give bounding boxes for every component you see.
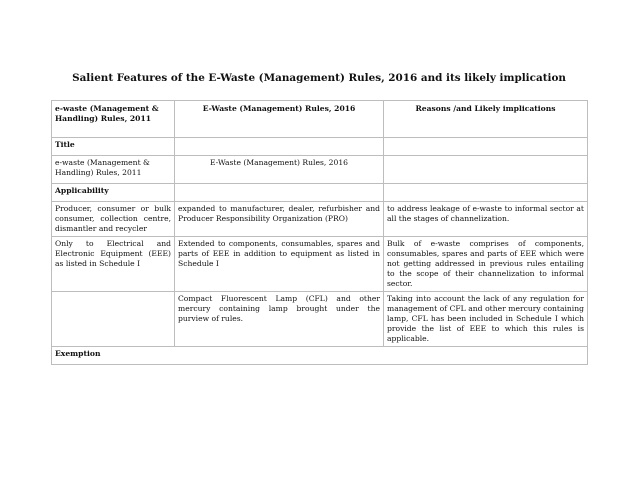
cell-reasons: Bulk of e-waste comprises of components, consumables, spares and parts of EEE which were not getting addressed in previous rules entailing to the scope of their channelization to informal sector. <box>384 237 588 292</box>
section-empty-cell <box>384 184 588 202</box>
cell-2011: Producer, consumer or bulk consumer, collection centre, dismantler and recycler <box>52 202 175 237</box>
section-row-exemption <box>52 347 588 365</box>
header-cell-2011-rules: e-waste (Management & Handling) Rules, 2011 <box>52 101 175 138</box>
section-empty-cell <box>384 138 588 156</box>
table-header-row <box>52 101 588 138</box>
section-empty-cell <box>175 138 384 156</box>
features-table <box>51 100 588 365</box>
table-row <box>52 292 588 347</box>
section-row-title <box>52 138 588 156</box>
cell-2016: Extended to components, consumables, spares and parts of EEE in addition to equipment as listed in Schedule I <box>175 237 384 292</box>
cell-2016: expanded to manufacturer, dealer, refurbisher and Producer Responsibility Organization (PRO) <box>175 202 384 237</box>
header-cell-reasons: Reasons /and Likely implications <box>384 101 588 138</box>
section-empty-cell <box>175 184 384 202</box>
section-label-title: Title <box>52 138 175 156</box>
cell-2011 <box>52 292 175 347</box>
section-label-applicability: Applicability <box>52 184 175 202</box>
title-cell-reasons <box>384 156 588 184</box>
section-row-applicability <box>52 184 588 202</box>
title-cell-2011: e-waste (Management & Handling) Rules, 2011 <box>52 156 175 184</box>
table-row <box>52 156 588 184</box>
cell-2016: Compact Fluorescent Lamp (CFL) and other mercury containing lamp brought under the purview of rules. <box>175 292 384 347</box>
header-cell-2016-rules: E-Waste (Management) Rules, 2016 <box>175 101 384 138</box>
section-label-exemption: Exemption <box>52 347 588 365</box>
table-row <box>52 202 588 237</box>
table-row <box>52 237 588 292</box>
document-title: Salient Features of the E-Waste (Management) Rules, 2016 and its likely implication <box>72 72 566 84</box>
cell-reasons: Taking into account the lack of any regulation for management of CFL and other mercury containing lamp, CFL has been included in Schedule I which provide the list of EEE to which this rules is applicable. <box>384 292 588 347</box>
cell-reasons: to address leakage of e-waste to informal sector at all the stages of channelization. <box>384 202 588 237</box>
cell-2011: Only to Electrical and Electronic Equipment (EEE) as listed in Schedule I <box>52 237 175 292</box>
title-cell-2016: E-Waste (Management) Rules, 2016 <box>175 156 384 184</box>
